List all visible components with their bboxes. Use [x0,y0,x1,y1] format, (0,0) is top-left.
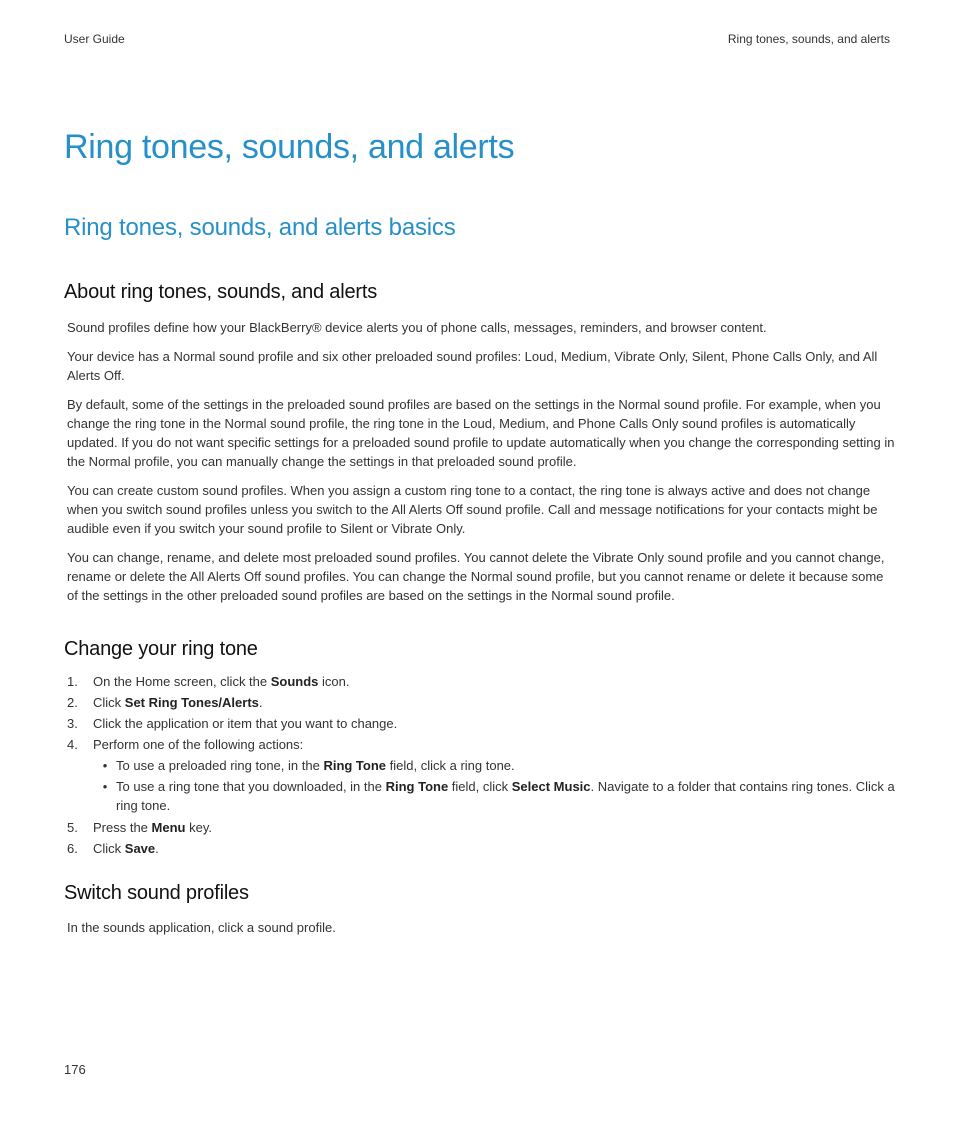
change-ring-tone-heading: Change your ring tone [64,638,258,660]
running-header-right: Ring tones, sounds, and alerts [727,32,890,46]
about-paragraph-4: You can create custom sound profiles. When you assign a custom ring tone to a contact, the ring tone is always active and does not change when you switch sound profiles unless you switch to the All Alerts Off sound profile. Call and message notifications for your contacts might be audible even if you switch your sound profile to Silent or Vibrate Only. [67,483,878,536]
step-6: 6. Click Save. [67,841,159,856]
save-label: Save [124,841,156,856]
menu-label: Menu [151,820,186,835]
about-paragraph-1: Sound profiles define how your BlackBerry® device alerts you of phone calls, messages, reminders, and browser content. [67,320,767,335]
ring-tone-label: Ring Tone [385,779,449,794]
page-title: Ring tones, sounds, and alerts [64,128,515,166]
switch-sound-profiles-heading: Switch sound profiles [64,882,249,904]
about-paragraph-3: By default, some of the settings in the preloaded sound profiles are based on the settings in the Normal sound profile. For example, when you change the ring tone in the Normal sound profile, the ring tone in the Loud, Medium, and Phone Calls Only sound profiles is automatically updated. If you do not want specific settings for a preloaded sound profile to update automatically when you change the corresponding setting in the Normal profile, you can manually change the settings in that preloaded sound profile. [67,397,895,469]
about-paragraph-5: You can change, rename, and delete most preloaded sound profiles. You cannot delete the Vibrate Only sound profile and you cannot change, rename or delete the All Alerts Off sound profiles. You can change the Normal sound profile, but you cannot rename or delete it because some of the settings in the other preloaded sound profiles are based on the settings in the Normal sound profile. [67,550,885,603]
page-number: 176 [64,1062,86,1077]
switch-sound-profiles-text: In the sounds application, click a sound profile. [67,920,336,935]
select-music-label: Select Music [511,779,591,794]
step-5: 5. Press the Menu key. [67,820,212,835]
bullet-icon: • [102,779,108,794]
step-4: 4. Perform one of the following actions: [67,737,304,752]
step-4-option-1: • To use a preloaded ring tone, in the Ring Tone field, click a ring tone. [67,756,897,775]
running-header-left: User Guide [64,32,125,46]
step-3: 3. Click the application or item that you want to change. [67,716,398,731]
step-4-option-2: • To use a ring tone that you downloaded, in the Ring Tone field, click Select Music. Navigate to a folder that contains ring tones. Click a ring tone. [67,777,897,815]
about-heading: About ring tones, sounds, and alerts [64,281,378,303]
set-ring-tones-label: Set Ring Tones/Alerts [124,695,259,710]
bullet-icon: • [102,758,108,773]
section-title: Ring tones, sounds, and alerts basics [64,214,456,241]
step-2: 2. Click Set Ring Tones/Alerts. [67,695,263,710]
sounds-label: Sounds [270,674,319,689]
step-1: 1. On the Home screen, click the Sounds icon. [67,674,350,689]
change-ring-tone-steps [67,671,897,859]
ring-tone-label: Ring Tone [323,758,387,773]
about-paragraph-2: Your device has a Normal sound profile and six other preloaded sound profiles: Loud, Medium, Vibrate Only, Silent, Phone Calls Only, and All Alerts Off. [67,349,878,383]
